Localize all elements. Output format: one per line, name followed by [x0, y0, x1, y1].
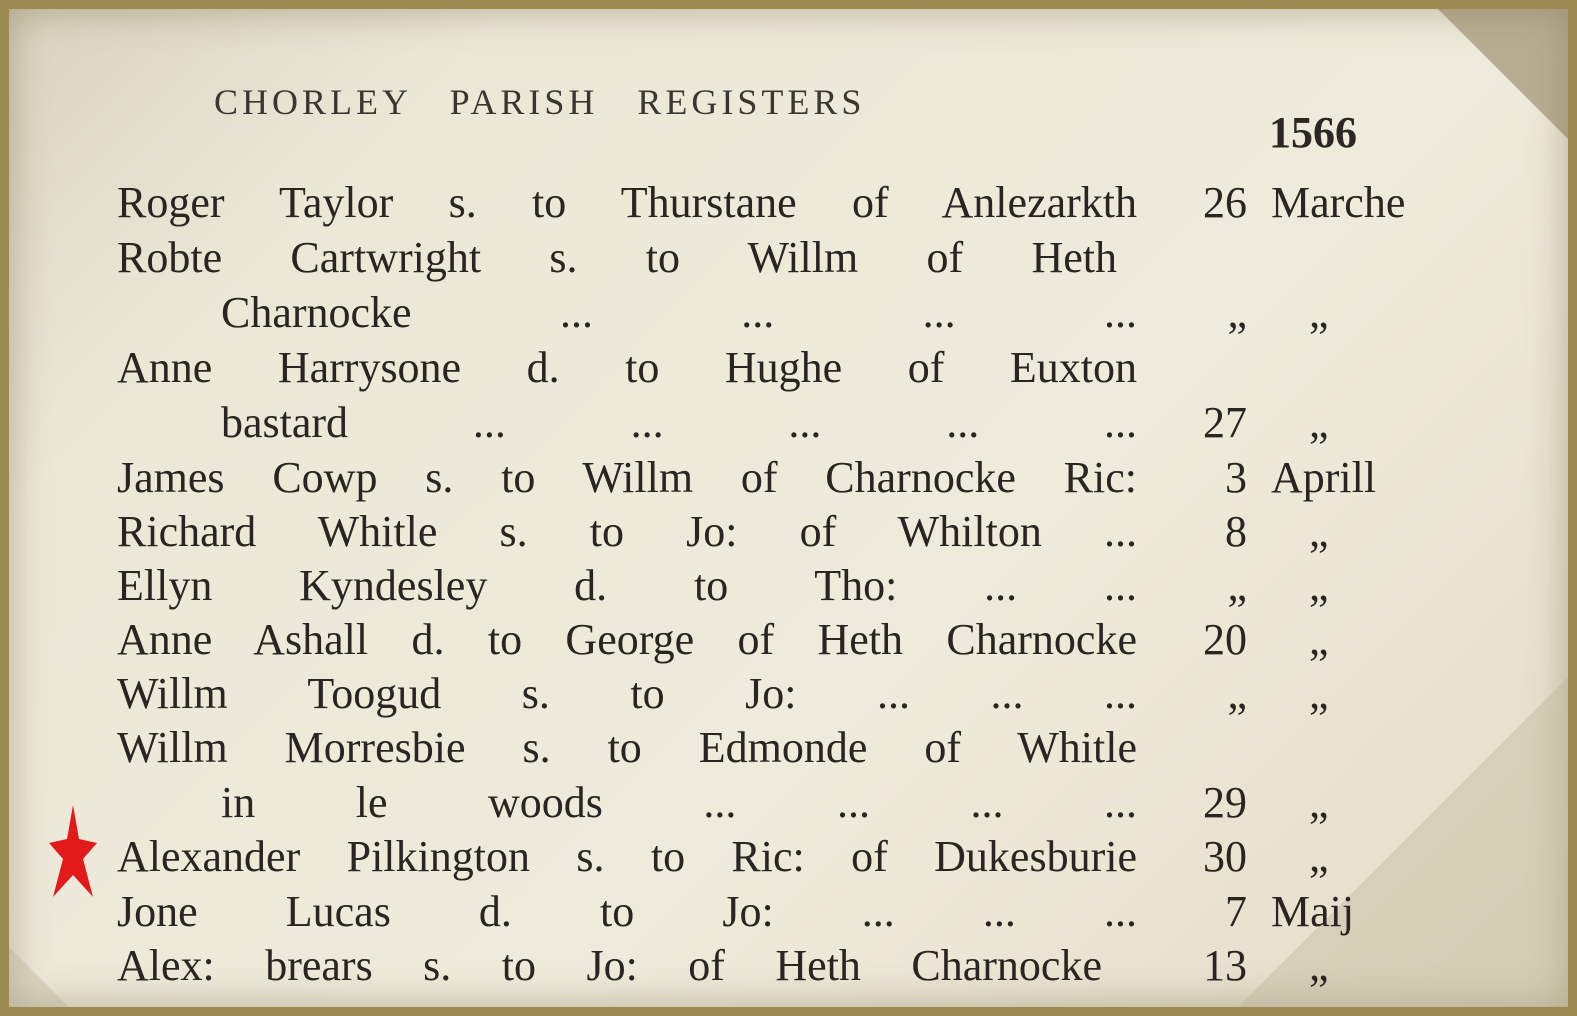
register-entry-continuation	[9, 286, 1569, 340]
entry-text: Willm Toogud s. to Jo: ... ... ...	[117, 669, 1137, 718]
register-entry	[9, 559, 1569, 613]
register-entry	[9, 505, 1569, 559]
entry-text: bastard ... ... ... ... ...	[221, 398, 1137, 447]
entry-text: Willm Morresbie s. to Edmonde of Whitle	[117, 723, 1137, 772]
entry-month: „	[1309, 832, 1329, 881]
entry-day: 29	[1203, 778, 1247, 827]
register-entry-highlighted	[9, 830, 1569, 884]
entry-month: „	[1309, 778, 1329, 827]
register-entry	[9, 667, 1569, 721]
entry-text: James Cowp s. to Willm of Charnocke Ric:	[117, 453, 1137, 502]
register-page	[9, 9, 1569, 1009]
entry-day: 13	[1203, 941, 1247, 990]
register-entries	[9, 9, 1569, 1009]
register-entry	[9, 885, 1569, 939]
entry-month: „	[1309, 615, 1329, 664]
entry-text: Richard Whitle s. to Jo: of Whilton ...	[117, 507, 1137, 556]
entry-month: Aprill	[1271, 453, 1377, 502]
entry-text: Jone Lucas d. to Jo: ... ... ...	[117, 887, 1137, 936]
entry-day: 20	[1203, 615, 1247, 664]
entry-text: Ellyn Kyndesley d. to Tho: ... ...	[117, 561, 1137, 610]
entry-month: „	[1309, 288, 1329, 337]
register-entry	[9, 176, 1569, 230]
entry-day: 27	[1203, 398, 1247, 447]
entry-text: Alex: brears s. to Jo: of Heth Charnocke	[117, 941, 1102, 990]
register-entry	[9, 939, 1569, 993]
entry-text: Alexander Pilkington s. to Ric: of Dukesburie	[117, 832, 1137, 881]
entry-day: 26	[1203, 178, 1247, 227]
entry-day: „	[1227, 669, 1247, 718]
star-icon	[49, 805, 97, 897]
entry-day: 8	[1225, 507, 1247, 556]
register-entry-continuation	[9, 776, 1569, 830]
entry-month: „	[1309, 561, 1329, 610]
entry-text: Charnocke ... ... ... ...	[221, 288, 1137, 337]
entry-month: Marche	[1271, 178, 1406, 227]
register-entry	[9, 721, 1569, 775]
register-entry	[9, 613, 1569, 667]
entry-month: Maij	[1271, 887, 1355, 936]
entry-text: in le woods ... ... ... ...	[221, 778, 1137, 827]
register-entry	[9, 341, 1569, 395]
register-year: 1566	[1269, 108, 1357, 157]
entry-day: 3	[1225, 453, 1247, 502]
entry-day: 7	[1225, 887, 1247, 936]
register-entry	[9, 451, 1569, 505]
entry-month: „	[1309, 669, 1329, 718]
entry-day: „	[1227, 288, 1247, 337]
entry-text: Anne Ashall d. to George of Heth Charnocke	[117, 615, 1137, 664]
entry-text: Robte Cartwright s. to Willm of Heth	[117, 233, 1117, 282]
entry-text: Roger Taylor s. to Thurstane of Anlezarkth	[117, 178, 1137, 227]
entry-day: „	[1227, 561, 1247, 610]
entry-text: Anne Harrysone d. to Hughe of Euxton	[117, 343, 1137, 392]
entry-month: „	[1309, 398, 1329, 447]
page-title: CHORLEY PARISH REGISTERS	[214, 82, 866, 122]
register-entry-continuation	[9, 396, 1569, 450]
register-entry	[9, 231, 1569, 285]
entry-month: „	[1309, 941, 1329, 990]
entry-day: 30	[1203, 832, 1247, 881]
entry-month: „	[1309, 507, 1329, 556]
